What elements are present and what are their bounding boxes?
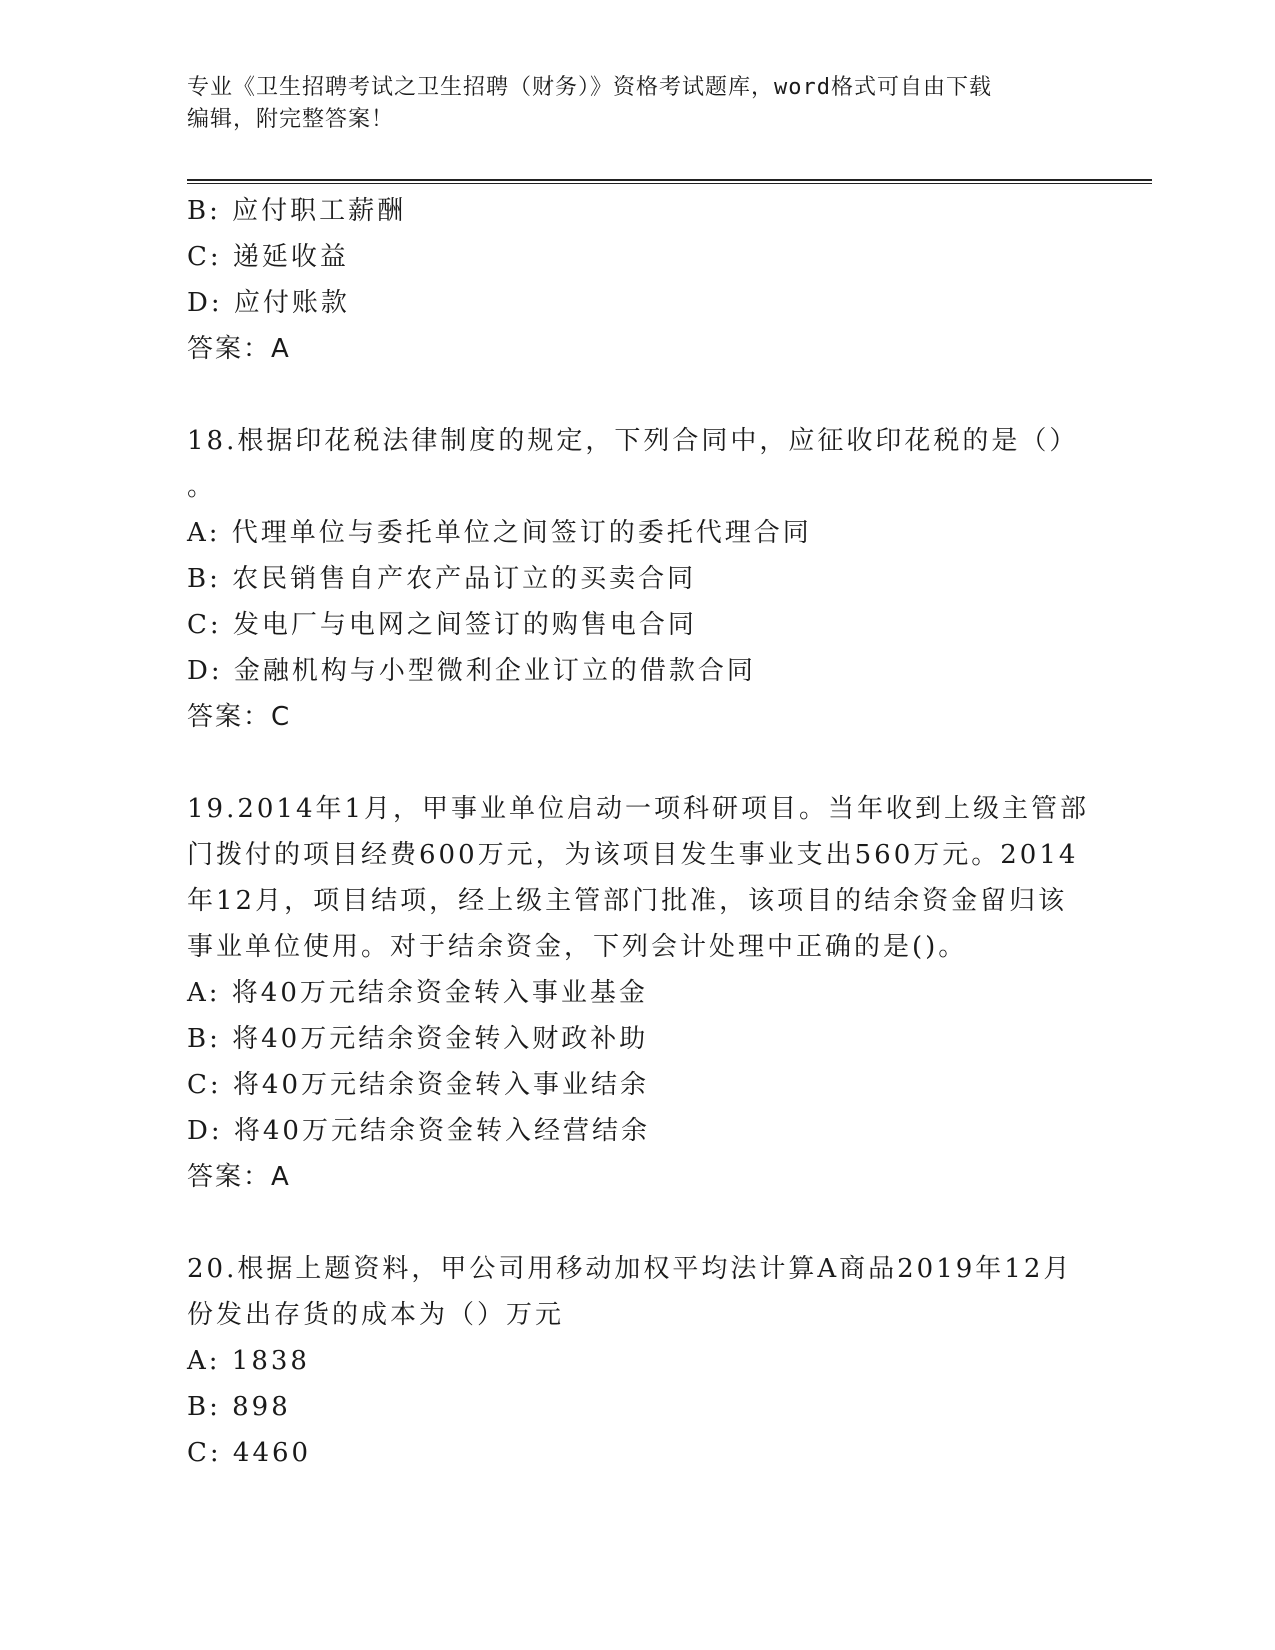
question-text-line: 事业单位使用。对于结余资金，下列会计处理中正确的是()。: [187, 932, 968, 962]
question-text-line: 20.根据上题资料，甲公司用移动加权平均法计算A商品2019年12月: [187, 1254, 1073, 1284]
option-a: A: 代理单位与委托单位之间签订的委托代理合同: [187, 518, 812, 548]
header-divider-thick: [187, 179, 1152, 181]
option-a: A: 将40万元结余资金转入事业基金: [187, 978, 648, 1008]
option-b: B: 将40万元结余资金转入财政补助: [187, 1024, 649, 1054]
question-18: [187, 418, 1087, 740]
question-text-line: 19.2014年1月，甲事业单位启动一项科研项目。当年收到上级主管部: [187, 794, 1090, 824]
question-gap: [187, 372, 1087, 418]
answer-line: 答案：A: [187, 334, 291, 364]
answer-line: 答案：A: [187, 1162, 291, 1192]
question-text-line: 18.根据印花税法律制度的规定，下列合同中，应征收印花税的是（）: [187, 426, 1079, 456]
answer-line: 答案：C: [187, 702, 292, 732]
header-line-2: 编辑，附完整答案！: [187, 107, 395, 132]
option-c: C: 4460: [187, 1438, 312, 1468]
option-b: B: 898: [187, 1392, 291, 1422]
header-line-1: 专业《卫生招聘考试之卫生招聘（财务）》资格考试题库，word格式可自由下载: [187, 75, 992, 100]
option-b: B: 应付职工薪酬: [187, 196, 407, 226]
question-text-line: 年12月，项目结项，经上级主管部门批准，该项目的结余资金留归该: [187, 886, 1068, 916]
document-header: [187, 72, 1087, 136]
question-gap: [187, 1200, 1087, 1246]
header-divider-thin: [187, 183, 1152, 184]
option-d: D: 应付账款: [187, 288, 350, 318]
question-17: [187, 188, 1087, 372]
question-gap: [187, 740, 1087, 786]
option-d: D: 金融机构与小型微利企业订立的借款合同: [187, 656, 756, 686]
option-c: C: 递延收益: [187, 242, 349, 272]
question-text-line: 。: [187, 472, 217, 502]
question-20: [187, 1246, 1087, 1476]
option-c: C: 将40万元结余资金转入事业结余: [187, 1070, 650, 1100]
question-19: [187, 786, 1090, 1200]
question-text-line: 份发出存货的成本为（）万元: [187, 1300, 565, 1330]
question-text-line: 门拨付的项目经费600万元，为该项目发生事业支出560万元。2014: [187, 840, 1079, 870]
option-c: C: 发电厂与电网之间签订的购售电合同: [187, 610, 697, 640]
option-d: D: 将40万元结余资金转入经营结余: [187, 1116, 650, 1146]
option-b: B: 农民销售自产农产品订立的买卖合同: [187, 564, 697, 594]
option-a: A: 1838: [187, 1346, 310, 1376]
question-list: [187, 188, 1090, 1476]
